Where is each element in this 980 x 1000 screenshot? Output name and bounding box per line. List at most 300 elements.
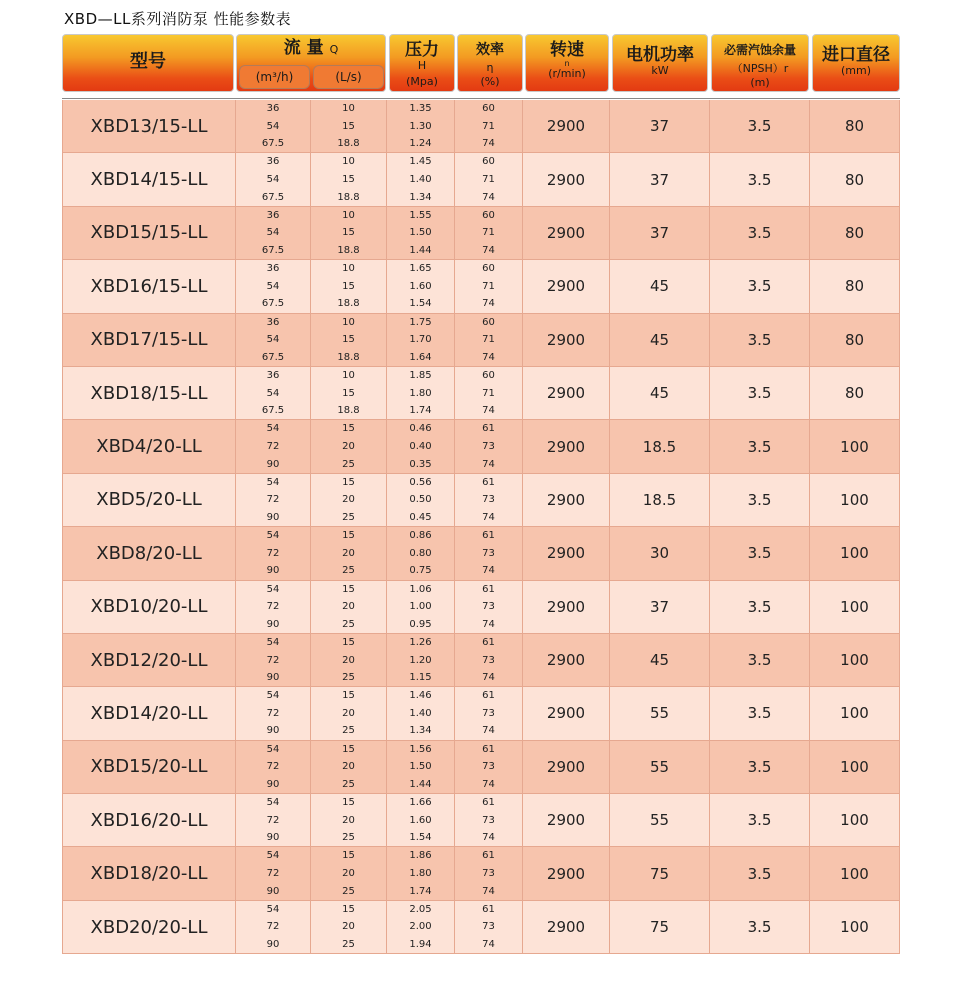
speed-cell: 2900 — [523, 474, 610, 527]
pressure-cell-value: 1.74 — [409, 885, 432, 897]
header-pressure-symbol: H — [417, 59, 427, 72]
speed-cell: 2900 — [523, 847, 610, 900]
flow-ls-cell-value: 18.8 — [337, 138, 360, 150]
efficiency-cell — [455, 100, 523, 153]
flow-m3h-cell — [236, 100, 311, 153]
efficiency-cell — [455, 314, 523, 367]
flow-m3h-cell-value: 54 — [266, 423, 280, 435]
flow-ls-cell-value: 20 — [342, 494, 355, 506]
header-inlet-unit: (mm) — [840, 64, 871, 77]
flow-ls-cell-value: 15 — [342, 743, 355, 755]
power-cell: 45 — [610, 367, 710, 420]
flow-ls-cell-value: 20 — [342, 921, 355, 933]
pressure-cell-value: 1.45 — [409, 156, 432, 168]
flow-m3h-cell-value: 36 — [266, 103, 280, 114]
inlet-cell: 100 — [810, 474, 900, 527]
table-row — [62, 367, 900, 420]
power-cell: 45 — [610, 260, 710, 313]
inlet-cell: 100 — [810, 741, 900, 794]
efficiency-cell-value: 61 — [482, 690, 495, 702]
flow-ls-cell — [311, 794, 387, 847]
pressure-cell-value: 0.45 — [409, 511, 432, 523]
flow-m3h-cell-value: 90 — [266, 832, 280, 844]
power-cell: 45 — [610, 314, 710, 367]
flow-ls-cell — [311, 367, 387, 420]
pressure-cell-value: 1.54 — [409, 298, 432, 310]
flow-m3h-cell — [236, 207, 311, 260]
model-cell: XBD16/15-LL — [62, 260, 236, 313]
pressure-cell-value: 1.80 — [409, 387, 432, 399]
power-cell: 18.5 — [610, 474, 710, 527]
pressure-cell — [387, 260, 455, 313]
flow-ls-cell-value: 25 — [342, 939, 355, 951]
npsh-cell: 3.5 — [710, 100, 810, 153]
efficiency-cell-value: 73 — [482, 761, 495, 773]
flow-ls-cell — [311, 634, 387, 687]
pressure-cell-value: 1.55 — [409, 209, 432, 221]
flow-m3h-cell-value: 54 — [266, 690, 280, 702]
efficiency-cell — [455, 687, 523, 740]
pressure-cell-value: 1.60 — [409, 814, 432, 826]
flow-ls-cell-value: 15 — [342, 903, 355, 915]
efficiency-cell-value: 73 — [482, 440, 495, 452]
model-cell: XBD18/20-LL — [62, 847, 236, 900]
flow-m3h-cell-value: 54 — [266, 334, 280, 346]
flow-ls-cell — [311, 901, 387, 954]
efficiency-cell — [455, 207, 523, 260]
flow-m3h-cell-value: 54 — [266, 850, 280, 862]
pressure-cell-value: 1.74 — [409, 405, 432, 417]
table-row — [62, 847, 900, 900]
flow-m3h-cell-value: 90 — [266, 672, 280, 684]
npsh-cell: 3.5 — [710, 687, 810, 740]
pressure-cell-value: 0.56 — [409, 476, 432, 488]
speed-cell: 2900 — [523, 314, 610, 367]
flow-ls-cell — [311, 207, 387, 260]
speed-cell: 2900 — [523, 634, 610, 687]
flow-ls-cell-value: 10 — [342, 103, 355, 114]
inlet-cell: 80 — [810, 260, 900, 313]
efficiency-cell-value: 73 — [482, 654, 495, 666]
flow-m3h-cell-value: 72 — [266, 440, 280, 452]
speed-cell: 2900 — [523, 687, 610, 740]
efficiency-cell-value: 71 — [482, 280, 495, 292]
flow-ls-cell-value: 20 — [342, 707, 355, 719]
pressure-cell-value: 1.46 — [409, 690, 432, 702]
header-efficiency-symbol: η — [486, 61, 494, 74]
pressure-cell-value: 1.34 — [409, 191, 432, 203]
flow-ls-cell-value: 25 — [342, 618, 355, 630]
flow-ls-cell-value: 20 — [342, 440, 355, 452]
table-row — [62, 100, 900, 153]
header-flow-unit-m3h: (m³/h) — [239, 65, 310, 89]
pressure-cell-value: 2.05 — [409, 903, 432, 915]
table-row — [62, 581, 900, 634]
npsh-cell: 3.5 — [710, 474, 810, 527]
efficiency-cell-value: 61 — [482, 636, 495, 648]
flow-ls-cell-value: 20 — [342, 654, 355, 666]
pressure-cell — [387, 901, 455, 954]
flow-ls-cell-value: 25 — [342, 725, 355, 737]
efficiency-cell-value: 61 — [482, 850, 495, 862]
flow-m3h-cell-value: 67.5 — [261, 298, 285, 310]
pressure-cell — [387, 634, 455, 687]
inlet-cell: 100 — [810, 901, 900, 954]
pressure-cell — [387, 741, 455, 794]
pressure-cell-value: 1.44 — [409, 244, 432, 256]
header-inlet-label: 进口直径 — [822, 45, 890, 65]
pressure-cell-value: 1.86 — [409, 850, 432, 862]
power-cell: 37 — [610, 207, 710, 260]
data-table — [62, 100, 900, 954]
speed-cell: 2900 — [523, 581, 610, 634]
pressure-cell-value: 1.94 — [409, 939, 432, 951]
flow-m3h-cell-value: 54 — [266, 636, 280, 648]
flow-ls-cell-value: 18.8 — [337, 244, 360, 256]
page-title: XBD—LL系列消防泵 性能参数表 — [64, 10, 292, 28]
table-row — [62, 527, 900, 580]
flow-m3h-cell — [236, 741, 311, 794]
flow-ls-cell — [311, 474, 387, 527]
model-cell: XBD4/20-LL — [62, 420, 236, 473]
power-cell: 55 — [610, 794, 710, 847]
header-flow-unit-ls: (L/s) — [313, 65, 384, 89]
flow-ls-cell-value: 15 — [342, 797, 355, 809]
model-cell: XBD16/20-LL — [62, 794, 236, 847]
inlet-cell: 80 — [810, 314, 900, 367]
model-cell: XBD15/15-LL — [62, 207, 236, 260]
npsh-cell: 3.5 — [710, 420, 810, 473]
pressure-cell — [387, 687, 455, 740]
pressure-cell-value: 1.44 — [409, 778, 432, 790]
flow-m3h-cell-value: 54 — [266, 903, 280, 915]
efficiency-cell — [455, 153, 523, 206]
table-row — [62, 474, 900, 527]
table-row — [62, 634, 900, 687]
table-row — [62, 153, 900, 206]
pressure-cell-value: 1.24 — [409, 138, 432, 150]
flow-m3h-cell-value: 54 — [266, 227, 280, 239]
power-cell: 45 — [610, 634, 710, 687]
pressure-cell-value: 1.30 — [409, 120, 432, 132]
efficiency-cell-value: 74 — [482, 832, 495, 844]
header-power — [612, 34, 708, 92]
efficiency-cell — [455, 581, 523, 634]
efficiency-cell-value: 74 — [482, 725, 495, 737]
npsh-cell: 3.5 — [710, 741, 810, 794]
npsh-cell: 3.5 — [710, 260, 810, 313]
model-cell: XBD17/15-LL — [62, 314, 236, 367]
flow-m3h-cell-value: 54 — [266, 280, 280, 292]
npsh-cell: 3.5 — [710, 314, 810, 367]
flow-ls-cell-value: 20 — [342, 547, 355, 559]
pressure-cell-value: 2.00 — [409, 921, 432, 933]
efficiency-cell-value: 74 — [482, 778, 495, 790]
npsh-cell: 3.5 — [710, 153, 810, 206]
pressure-cell-value: 1.56 — [409, 743, 432, 755]
npsh-cell: 3.5 — [710, 634, 810, 687]
efficiency-cell-value: 74 — [482, 298, 495, 310]
pressure-cell — [387, 527, 455, 580]
efficiency-cell — [455, 901, 523, 954]
flow-m3h-cell-value: 72 — [266, 921, 280, 933]
flow-m3h-cell-value: 90 — [266, 458, 280, 470]
efficiency-cell-value: 71 — [482, 227, 495, 239]
pressure-cell-value: 0.86 — [409, 530, 432, 542]
speed-cell: 2900 — [523, 367, 610, 420]
pressure-cell-value: 1.60 — [409, 280, 432, 292]
flow-ls-cell-value: 15 — [342, 636, 355, 648]
efficiency-cell-value: 74 — [482, 458, 495, 470]
flow-m3h-cell-value: 72 — [266, 868, 280, 880]
header-model-label: 型号 — [130, 51, 166, 72]
flow-ls-cell-value: 15 — [342, 334, 355, 346]
efficiency-cell-value: 60 — [482, 316, 495, 328]
flow-m3h-cell-value: 54 — [266, 387, 280, 399]
flow-ls-cell-value: 10 — [342, 369, 355, 381]
efficiency-cell-value: 61 — [482, 476, 495, 488]
flow-m3h-cell-value: 72 — [266, 601, 280, 613]
model-cell: XBD18/15-LL — [62, 367, 236, 420]
pressure-cell-value: 1.75 — [409, 316, 432, 328]
header-flow-label: 流 量 — [283, 38, 324, 58]
pressure-cell-value: 1.85 — [409, 369, 432, 381]
pressure-cell — [387, 474, 455, 527]
flow-ls-cell-value: 10 — [342, 156, 355, 168]
flow-ls-cell-value: 15 — [342, 280, 355, 292]
flow-m3h-cell — [236, 581, 311, 634]
pressure-cell-value: 1.70 — [409, 334, 432, 346]
flow-ls-cell — [311, 847, 387, 900]
pressure-cell-value: 1.50 — [409, 227, 432, 239]
flow-m3h-cell-value: 54 — [266, 530, 280, 542]
flow-m3h-cell — [236, 634, 311, 687]
pressure-cell-value: 1.64 — [409, 351, 432, 363]
efficiency-cell-value: 74 — [482, 405, 495, 417]
flow-ls-cell — [311, 741, 387, 794]
efficiency-cell-value: 71 — [482, 387, 495, 399]
flow-ls-cell-value: 15 — [342, 850, 355, 862]
header-efficiency-unit: (%) — [480, 75, 500, 88]
flow-ls-cell — [311, 260, 387, 313]
flow-ls-cell-value: 20 — [342, 868, 355, 880]
efficiency-cell-value: 74 — [482, 138, 495, 150]
pressure-cell-value: 1.65 — [409, 263, 432, 275]
efficiency-cell — [455, 474, 523, 527]
efficiency-cell-value: 61 — [482, 530, 495, 542]
flow-m3h-cell — [236, 687, 311, 740]
flow-m3h-cell-value: 67.5 — [261, 191, 285, 203]
flow-m3h-cell-value: 54 — [266, 173, 280, 185]
flow-ls-cell-value: 15 — [342, 423, 355, 435]
model-cell: XBD13/15-LL — [62, 100, 236, 153]
table-row — [62, 314, 900, 367]
flow-m3h-cell-value: 72 — [266, 547, 280, 559]
header-flow-symbol: Q — [329, 43, 339, 56]
power-cell: 18.5 — [610, 420, 710, 473]
flow-ls-cell-value: 15 — [342, 387, 355, 399]
efficiency-cell — [455, 794, 523, 847]
efficiency-cell-value: 74 — [482, 565, 495, 577]
flow-m3h-cell-value: 67.5 — [261, 244, 285, 256]
efficiency-cell-value: 61 — [482, 583, 495, 595]
efficiency-cell-value: 73 — [482, 494, 495, 506]
flow-m3h-cell — [236, 420, 311, 473]
flow-m3h-cell-value: 72 — [266, 814, 280, 826]
model-cell: XBD12/20-LL — [62, 634, 236, 687]
flow-ls-cell-value: 15 — [342, 476, 355, 488]
model-cell: XBD5/20-LL — [62, 474, 236, 527]
speed-cell: 2900 — [523, 260, 610, 313]
pressure-cell-value: 1.00 — [409, 601, 432, 613]
flow-ls-cell-value: 20 — [342, 814, 355, 826]
npsh-cell: 3.5 — [710, 527, 810, 580]
flow-m3h-cell-value: 36 — [266, 316, 280, 328]
flow-ls-cell — [311, 100, 387, 153]
power-cell: 37 — [610, 581, 710, 634]
header-npsh-label: 必需汽蚀余量 — [723, 43, 796, 57]
header-efficiency — [457, 34, 523, 92]
header-pressure-unit: (Mpa) — [406, 75, 438, 88]
flow-m3h-cell — [236, 260, 311, 313]
pressure-cell-value: 1.66 — [409, 797, 432, 809]
flow-m3h-cell-value: 54 — [266, 476, 280, 488]
power-cell: 75 — [610, 901, 710, 954]
inlet-cell: 80 — [810, 153, 900, 206]
speed-cell: 2900 — [523, 901, 610, 954]
efficiency-cell-value: 74 — [482, 191, 495, 203]
flow-ls-cell-value: 25 — [342, 832, 355, 844]
pressure-cell-value: 1.35 — [409, 103, 432, 114]
model-cell: XBD14/20-LL — [62, 687, 236, 740]
flow-m3h-cell — [236, 314, 311, 367]
pressure-cell — [387, 581, 455, 634]
table-top-divider — [62, 98, 900, 99]
power-cell: 55 — [610, 741, 710, 794]
table-row — [62, 420, 900, 473]
speed-cell: 2900 — [523, 420, 610, 473]
header-speed-label: 转速 — [550, 40, 584, 60]
flow-ls-cell-value: 18.8 — [337, 191, 360, 203]
flow-m3h-cell-value: 72 — [266, 654, 280, 666]
flow-ls-cell-value: 18.8 — [337, 405, 360, 417]
efficiency-cell-value: 73 — [482, 921, 495, 933]
flow-m3h-cell — [236, 901, 311, 954]
flow-ls-cell — [311, 527, 387, 580]
flow-m3h-cell-value: 90 — [266, 725, 280, 737]
efficiency-cell-value: 74 — [482, 885, 495, 897]
model-cell: XBD14/15-LL — [62, 153, 236, 206]
header-npsh — [711, 34, 809, 92]
flow-m3h-cell-value: 72 — [266, 494, 280, 506]
model-cell: XBD20/20-LL — [62, 901, 236, 954]
flow-m3h-cell-value: 36 — [266, 369, 280, 381]
efficiency-cell-value: 61 — [482, 743, 495, 755]
efficiency-cell-value: 74 — [482, 672, 495, 684]
header-npsh-symbol: （NPSH）r — [731, 62, 789, 75]
pressure-cell-value: 1.15 — [409, 672, 432, 684]
header-pressure-label: 压力 — [405, 40, 439, 60]
header-npsh-unit: (m) — [750, 76, 770, 89]
efficiency-cell-value: 73 — [482, 547, 495, 559]
npsh-cell: 3.5 — [710, 901, 810, 954]
flow-m3h-cell-value: 54 — [266, 583, 280, 595]
flow-m3h-cell-value: 90 — [266, 511, 280, 523]
table-row — [62, 687, 900, 740]
inlet-cell: 80 — [810, 207, 900, 260]
pressure-cell — [387, 367, 455, 420]
flow-m3h-cell-value: 72 — [266, 707, 280, 719]
model-cell: XBD10/20-LL — [62, 581, 236, 634]
efficiency-cell-value: 74 — [482, 618, 495, 630]
efficiency-cell-value: 61 — [482, 903, 495, 915]
flow-ls-cell-value: 25 — [342, 885, 355, 897]
efficiency-cell — [455, 634, 523, 687]
efficiency-cell — [455, 847, 523, 900]
model-cell: XBD15/20-LL — [62, 741, 236, 794]
pressure-cell-value: 1.40 — [409, 173, 432, 185]
table-row — [62, 207, 900, 260]
flow-ls-cell-value: 20 — [342, 761, 355, 773]
pressure-cell-value: 0.50 — [409, 494, 432, 506]
flow-m3h-cell-value: 67.5 — [261, 138, 285, 150]
pressure-cell-value: 1.20 — [409, 654, 432, 666]
inlet-cell: 100 — [810, 420, 900, 473]
header-power-unit: kW — [651, 64, 669, 77]
efficiency-cell-value: 71 — [482, 334, 495, 346]
pressure-cell — [387, 153, 455, 206]
pressure-cell-value: 0.35 — [409, 458, 432, 470]
inlet-cell: 100 — [810, 687, 900, 740]
efficiency-cell — [455, 420, 523, 473]
npsh-cell: 3.5 — [710, 847, 810, 900]
efficiency-cell-value: 60 — [482, 103, 495, 114]
flow-m3h-cell-value: 90 — [266, 778, 280, 790]
speed-cell: 2900 — [523, 207, 610, 260]
efficiency-cell-value: 73 — [482, 707, 495, 719]
power-cell: 75 — [610, 847, 710, 900]
pressure-cell-value: 1.54 — [409, 832, 432, 844]
npsh-cell: 3.5 — [710, 207, 810, 260]
pressure-cell-value: 0.80 — [409, 547, 432, 559]
flow-m3h-cell-value: 36 — [266, 263, 280, 275]
flow-m3h-cell — [236, 794, 311, 847]
speed-cell: 2900 — [523, 153, 610, 206]
efficiency-cell-value: 71 — [482, 173, 495, 185]
header-inlet — [812, 34, 900, 92]
power-cell: 55 — [610, 687, 710, 740]
flow-ls-cell-value: 25 — [342, 565, 355, 577]
flow-m3h-cell-value: 90 — [266, 565, 280, 577]
table-row — [62, 901, 900, 954]
header-speed-unit: (r/min) — [548, 67, 586, 80]
flow-ls-cell — [311, 314, 387, 367]
pressure-cell-value: 1.26 — [409, 636, 432, 648]
flow-ls-cell-value: 20 — [342, 601, 355, 613]
flow-m3h-cell-value: 67.5 — [261, 351, 285, 363]
table-row — [62, 741, 900, 794]
table-row — [62, 260, 900, 313]
pressure-cell-value: 1.50 — [409, 761, 432, 773]
pressure-cell-value: 0.75 — [409, 565, 432, 577]
flow-m3h-cell-value: 90 — [266, 885, 280, 897]
flow-ls-cell — [311, 420, 387, 473]
efficiency-cell — [455, 367, 523, 420]
speed-cell: 2900 — [523, 741, 610, 794]
pressure-cell — [387, 314, 455, 367]
flow-m3h-cell-value: 36 — [266, 156, 280, 168]
efficiency-cell-value: 74 — [482, 511, 495, 523]
